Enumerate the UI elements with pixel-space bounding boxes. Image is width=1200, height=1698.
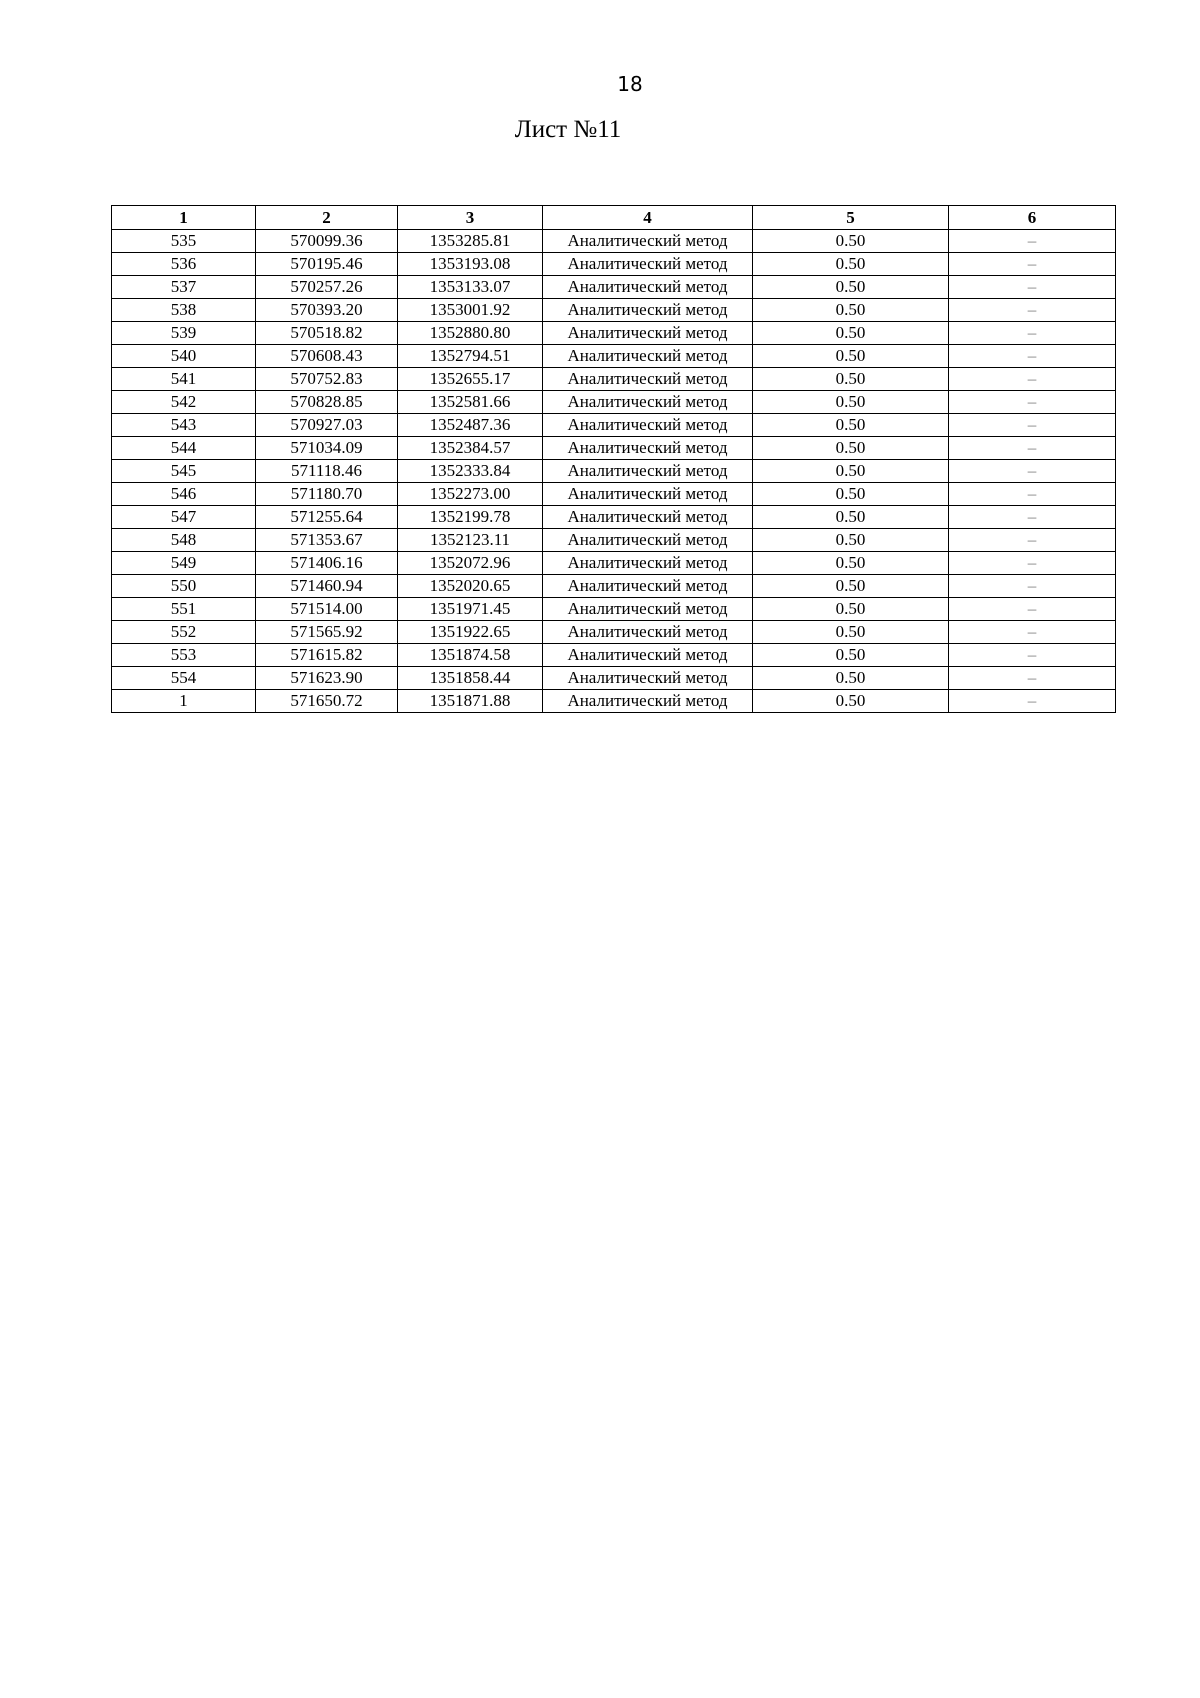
method-cell: Аналитический метод: [543, 253, 753, 276]
x-coordinate-cell: 571565.92: [256, 621, 398, 644]
accuracy-cell: 0.50: [753, 552, 949, 575]
x-coordinate-cell: 571460.94: [256, 575, 398, 598]
table-row: [112, 276, 1116, 299]
accuracy-cell: 0.50: [753, 299, 949, 322]
point-number-cell: 1: [112, 690, 256, 713]
point-number-cell: 547: [112, 506, 256, 529]
x-coordinate-cell: 571034.09: [256, 437, 398, 460]
y-coordinate-cell: 1352581.66: [398, 391, 543, 414]
y-coordinate-cell: 1351874.58: [398, 644, 543, 667]
table-row: [112, 299, 1116, 322]
table-row: [112, 322, 1116, 345]
y-coordinate-cell: 1353285.81: [398, 230, 543, 253]
point-number-cell: 544: [112, 437, 256, 460]
accuracy-cell: 0.50: [753, 506, 949, 529]
point-number-cell: 545: [112, 460, 256, 483]
table-row: [112, 437, 1116, 460]
table-row: [112, 667, 1116, 690]
y-coordinate-cell: 1353133.07: [398, 276, 543, 299]
accuracy-cell: 0.50: [753, 345, 949, 368]
table-row: [112, 552, 1116, 575]
x-coordinate-cell: 571615.82: [256, 644, 398, 667]
method-cell: Аналитический метод: [543, 483, 753, 506]
description-cell: –: [949, 230, 1116, 253]
point-number-cell: 541: [112, 368, 256, 391]
point-number-cell: 537: [112, 276, 256, 299]
method-cell: Аналитический метод: [543, 345, 753, 368]
description-cell: –: [949, 276, 1116, 299]
description-cell: –: [949, 529, 1116, 552]
y-coordinate-cell: 1352655.17: [398, 368, 543, 391]
table-row: [112, 253, 1116, 276]
description-cell: –: [949, 414, 1116, 437]
column-header-1: 1: [112, 206, 256, 230]
description-cell: –: [949, 690, 1116, 713]
y-coordinate-cell: 1353193.08: [398, 253, 543, 276]
point-number-cell: 540: [112, 345, 256, 368]
x-coordinate-cell: 571406.16: [256, 552, 398, 575]
description-cell: –: [949, 667, 1116, 690]
y-coordinate-cell: 1352273.00: [398, 483, 543, 506]
y-coordinate-cell: 1351971.45: [398, 598, 543, 621]
method-cell: Аналитический метод: [543, 437, 753, 460]
method-cell: Аналитический метод: [543, 299, 753, 322]
description-cell: –: [949, 437, 1116, 460]
table-row: [112, 690, 1116, 713]
description-cell: –: [949, 322, 1116, 345]
header-row: [112, 206, 1116, 230]
method-cell: Аналитический метод: [543, 575, 753, 598]
accuracy-cell: 0.50: [753, 644, 949, 667]
accuracy-cell: 0.50: [753, 575, 949, 598]
point-number-cell: 538: [112, 299, 256, 322]
column-header-2: 2: [256, 206, 398, 230]
accuracy-cell: 0.50: [753, 483, 949, 506]
y-coordinate-cell: 1351858.44: [398, 667, 543, 690]
accuracy-cell: 0.50: [753, 276, 949, 299]
sheet-title: Лист №11: [514, 116, 622, 143]
y-coordinate-cell: 1351922.65: [398, 621, 543, 644]
description-cell: –: [949, 391, 1116, 414]
point-number-cell: 549: [112, 552, 256, 575]
x-coordinate-cell: 571623.90: [256, 667, 398, 690]
method-cell: Аналитический метод: [543, 276, 753, 299]
x-coordinate-cell: 570518.82: [256, 322, 398, 345]
accuracy-cell: 0.50: [753, 253, 949, 276]
y-coordinate-cell: 1352384.57: [398, 437, 543, 460]
method-cell: Аналитический метод: [543, 690, 753, 713]
accuracy-cell: 0.50: [753, 391, 949, 414]
description-cell: –: [949, 644, 1116, 667]
point-number-cell: 539: [112, 322, 256, 345]
table-header: [112, 206, 1116, 230]
method-cell: Аналитический метод: [543, 644, 753, 667]
point-number-cell: 554: [112, 667, 256, 690]
description-cell: –: [949, 483, 1116, 506]
accuracy-cell: 0.50: [753, 437, 949, 460]
x-coordinate-cell: 571180.70: [256, 483, 398, 506]
point-number-cell: 543: [112, 414, 256, 437]
point-number-cell: 535: [112, 230, 256, 253]
accuracy-cell: 0.50: [753, 460, 949, 483]
x-coordinate-cell: 570752.83: [256, 368, 398, 391]
y-coordinate-cell: 1352794.51: [398, 345, 543, 368]
x-coordinate-cell: 570608.43: [256, 345, 398, 368]
x-coordinate-cell: 570927.03: [256, 414, 398, 437]
y-coordinate-cell: 1352333.84: [398, 460, 543, 483]
table-row: [112, 644, 1116, 667]
method-cell: Аналитический метод: [543, 230, 753, 253]
method-cell: Аналитический метод: [543, 460, 753, 483]
description-cell: –: [949, 460, 1116, 483]
y-coordinate-cell: 1351871.88: [398, 690, 543, 713]
accuracy-cell: 0.50: [753, 322, 949, 345]
point-number-cell: 542: [112, 391, 256, 414]
table-row: [112, 621, 1116, 644]
point-number-cell: 536: [112, 253, 256, 276]
x-coordinate-cell: 570257.26: [256, 276, 398, 299]
y-coordinate-cell: 1352123.11: [398, 529, 543, 552]
method-cell: Аналитический метод: [543, 621, 753, 644]
x-coordinate-cell: 571514.00: [256, 598, 398, 621]
x-coordinate-cell: 571255.64: [256, 506, 398, 529]
column-header-4: 4: [543, 206, 753, 230]
method-cell: Аналитический метод: [543, 552, 753, 575]
table-row: [112, 345, 1116, 368]
method-cell: Аналитический метод: [543, 529, 753, 552]
method-cell: Аналитический метод: [543, 506, 753, 529]
description-cell: –: [949, 253, 1116, 276]
method-cell: Аналитический метод: [543, 322, 753, 345]
x-coordinate-cell: 571650.72: [256, 690, 398, 713]
y-coordinate-cell: 1352487.36: [398, 414, 543, 437]
coordinates-table: [111, 205, 1116, 713]
accuracy-cell: 0.50: [753, 621, 949, 644]
accuracy-cell: 0.50: [753, 598, 949, 621]
method-cell: Аналитический метод: [543, 414, 753, 437]
point-number-cell: 548: [112, 529, 256, 552]
description-cell: –: [949, 598, 1116, 621]
accuracy-cell: 0.50: [753, 529, 949, 552]
page-number: 18: [617, 72, 643, 96]
table-row: [112, 529, 1116, 552]
table-row: [112, 391, 1116, 414]
method-cell: Аналитический метод: [543, 391, 753, 414]
table-row: [112, 368, 1116, 391]
table-row: [112, 414, 1116, 437]
description-cell: –: [949, 552, 1116, 575]
x-coordinate-cell: 570099.36: [256, 230, 398, 253]
point-number-cell: 551: [112, 598, 256, 621]
y-coordinate-cell: 1352072.96: [398, 552, 543, 575]
table-row: [112, 506, 1116, 529]
point-number-cell: 546: [112, 483, 256, 506]
table-row: [112, 460, 1116, 483]
x-coordinate-cell: 571353.67: [256, 529, 398, 552]
table-row: [112, 575, 1116, 598]
y-coordinate-cell: 1352880.80: [398, 322, 543, 345]
table-row: [112, 230, 1116, 253]
x-coordinate-cell: 570828.85: [256, 391, 398, 414]
description-cell: –: [949, 621, 1116, 644]
column-header-3: 3: [398, 206, 543, 230]
method-cell: Аналитический метод: [543, 598, 753, 621]
y-coordinate-cell: 1352199.78: [398, 506, 543, 529]
method-cell: Аналитический метод: [543, 368, 753, 391]
accuracy-cell: 0.50: [753, 230, 949, 253]
description-cell: –: [949, 345, 1116, 368]
description-cell: –: [949, 575, 1116, 598]
method-cell: Аналитический метод: [543, 667, 753, 690]
x-coordinate-cell: 571118.46: [256, 460, 398, 483]
point-number-cell: 553: [112, 644, 256, 667]
x-coordinate-cell: 570393.20: [256, 299, 398, 322]
description-cell: –: [949, 299, 1116, 322]
accuracy-cell: 0.50: [753, 667, 949, 690]
table-row: [112, 483, 1116, 506]
table-body: [112, 230, 1116, 713]
description-cell: –: [949, 368, 1116, 391]
accuracy-cell: 0.50: [753, 690, 949, 713]
column-header-6: 6: [949, 206, 1116, 230]
accuracy-cell: 0.50: [753, 368, 949, 391]
point-number-cell: 550: [112, 575, 256, 598]
point-number-cell: 552: [112, 621, 256, 644]
x-coordinate-cell: 570195.46: [256, 253, 398, 276]
accuracy-cell: 0.50: [753, 414, 949, 437]
column-header-5: 5: [753, 206, 949, 230]
y-coordinate-cell: 1352020.65: [398, 575, 543, 598]
table-row: [112, 598, 1116, 621]
y-coordinate-cell: 1353001.92: [398, 299, 543, 322]
description-cell: –: [949, 506, 1116, 529]
